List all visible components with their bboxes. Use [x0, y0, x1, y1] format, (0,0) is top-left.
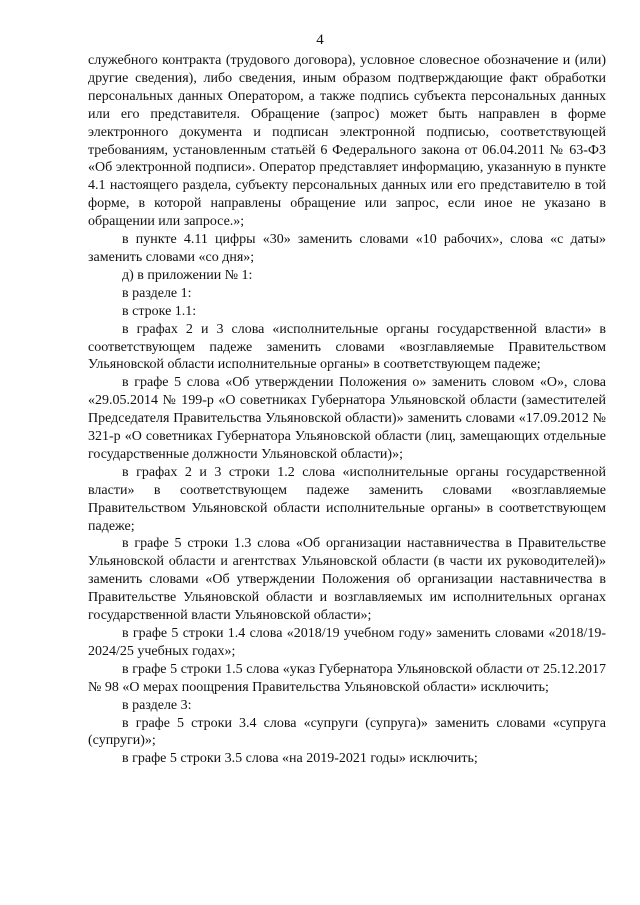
- paragraph: в разделе 1:: [122, 285, 192, 301]
- paragraph: в графах 2 и 3 слова «исполнительные органы государственной власти» в соответствующем падеже заменить словами «возглавляемые Правительством Ульяновской области исполнительные органы» в соответствующем падеже;: [88, 321, 606, 373]
- paragraph: в графе 5 слова «Об утверждении Положения о» заменить словом «О», слова «29.05.2014 № 199-р «О советниках Губернатора Ульяновской области (заместителей Председателя Правительства Ульяновской области)» заменить словами «17.09.2012 № 321-р «О советниках Губернатора Ульяновской области (лиц, замещающих отдельные государственные должности Ульяновской области)»;: [88, 375, 606, 462]
- document-body: [88, 52, 606, 768]
- paragraph: в строке 1.1:: [122, 303, 197, 319]
- paragraph: в графе 5 строки 1.3 слова «Об организации наставничества в Правительстве Ульяновской области и агентствах Ульяновской области (в части их руководителей)» заменить словами «Об утверждении Положения об организации наставничества в Правительстве Ульяновской области и возглавляемых им исполнительных органах государственной власти Ульяновской области»;: [88, 536, 606, 624]
- paragraph: в графе 5 строки 3.4 слова «супруги (супруга)» заменить словами «супруга (супруги)»;: [88, 715, 606, 749]
- paragraph: в разделе 3:: [122, 697, 192, 713]
- paragraph: в пункте 4.11 цифры «30» заменить словами «10 рабочих», слова «с даты» заменить словами «со дня»;: [88, 232, 606, 265]
- page-number: 4: [316, 32, 324, 48]
- paragraph: в графе 5 строки 1.4 слова «2018/19 учебном году» заменить словами «2018/19-2024/25 учебных годах»;: [88, 626, 606, 659]
- paragraph: служебного контракта (трудового договора), условное словесное обозначение и (или) другие сведения), либо сведения, иным образом подтверждающие факт обработки персональных данных Оператором, а также подпись субъекта персональных данных или его представителя. Обращение (запрос) может быть направлен в форме электронного документа и подписан электронной подписью, соответствующей требованиям, установленным статьёй 6 Федерального закона от 06.04.2011 № 63-ФЗ «Об электронной подписи». Оператор представляет информацию, указанную в пункте 4.1 настоящего раздела, субъекту персональных данных или его представителю в той форме, в которой направлены обращение или запрос, если иное не указано в обращении или запросе.»;: [88, 53, 606, 230]
- paragraph: в графах 2 и 3 строки 1.2 слова «исполнительные органы государственной власти» в соответствующем падеже заменить словами «возглавляемые Правительством Ульяновской области исполнительные органы» в соответствующем падеже;: [88, 464, 606, 534]
- paragraph: д) в приложении № 1:: [122, 267, 253, 283]
- paragraph: в графе 5 строки 3.5 слова «на 2019-2021 годы» исключить;: [122, 751, 478, 767]
- paragraph: в графе 5 строки 1.5 слова «указ Губернатора Ульяновской области от 25.12.2017 № 98 «О мерах поощрения Правительства Ульяновской области» исключить;: [88, 661, 606, 695]
